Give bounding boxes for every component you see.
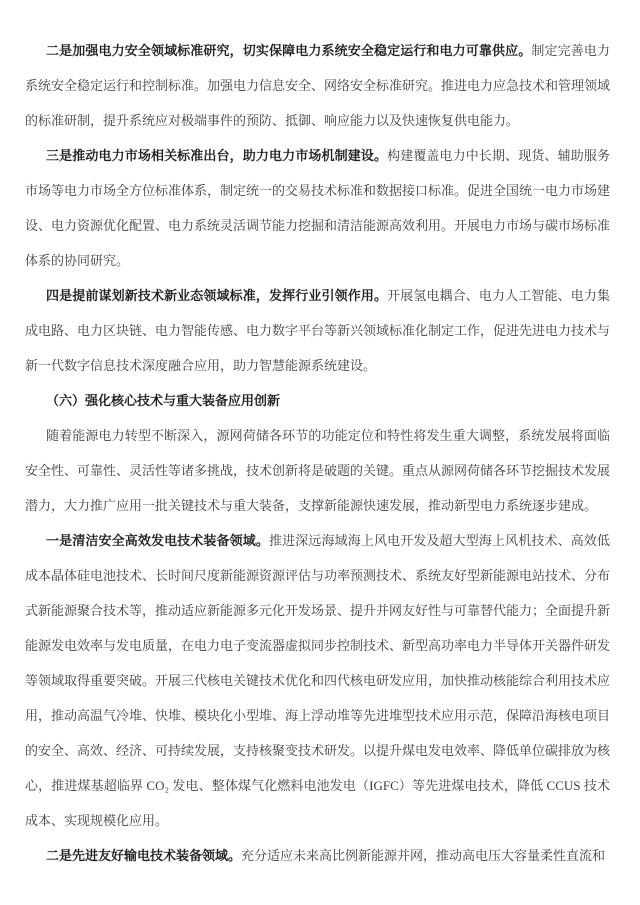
paragraph-energy-transition-intro — [25, 418, 610, 523]
paragraph-power-market-standards — [25, 138, 610, 278]
paragraph-body: 制定完善电力系统安全稳定运行和控制标准。加强电力信息安全、网络安全标准研究。推进电力应急技术和管理领域的标准研制，提升系统应对极端事件的预防、抵御、响应能力以及快速恢复供电能力。 — [25, 43, 611, 128]
paragraph-body: 开展氢电耦合、电力人工智能、电力集成电路、电力区块链、电力智能传感、电力数字平台等新兴领域标准化制定工作，促进先进电力技术与新一代数字信息技术深度融合应用，助力智慧能源系统建设。 — [25, 288, 611, 373]
paragraph-body: 充分适应未来高比例新能源并网，推动高电压大容量柔性直流和 — [241, 848, 606, 863]
paragraph-new-tech-standards — [25, 278, 610, 383]
section-heading-text: （六）强化核心技术与重大装备应用创新 — [46, 393, 281, 408]
paragraph-lead: 三是推动电力市场相关标准出台，助力电力市场机制建设。 — [46, 148, 388, 163]
paragraph-lead: 一是清洁安全高效发电技术装备领域。 — [46, 533, 270, 548]
paragraph-lead: 二是加强电力安全领域标准研究，切实保障电力系统安全稳定运行和电力可靠供应。 — [46, 43, 532, 58]
paragraph-body: 推进深远海域海上风电开发及超大型海上风机技术、高效低成本晶体硅电池技术、长时间尺度新能源资源评估与功率预测技术、系统友好型新能源电站技术、分布式新能源聚合技术等，推动适应新能源多元化开发场景、提升并网友好性与可靠替代能力；全面提升新能源发电效率与发电质量，在电力电子变流器虚拟同步控制技术、新型高功率电力半导体开关器件研发等领域取得重要突破。开展三代核电关键技术优化和四代核电研发应用，加快推动核能综合利用技术应用，推动高温气冷堆、快堆、模块化小型堆、海上浮动堆等先进堆型技术应用示范，保障沿海核电项目的安全、高效、经济、可持续发展，支持核聚变技术研发。以提升煤电发电效率、降低单位碳排放为核心，推进煤基超临界 CO₂ 发电、整体煤气化燃料电池发电（IGFC）等先进煤电技术，降低 CCUS 技术成本、实现规模化应用。 — [25, 533, 611, 828]
paragraph-body: 构建覆盖电力中长期、现货、辅助服务市场等电力市场全方位标准体系，制定统一的交易技术标准和数据接口标准。促进全国统一电力市场建设、电力资源优化配置、电力系统灵活调节能力挖掘和清洁能源高效利用。开展电力市场与碳市场标准体系的协同研究。 — [25, 148, 611, 268]
paragraph-body: 随着能源电力转型不断深入，源网荷储各环节的功能定位和特性将发生重大调整，系统发展将面临安全性、可靠性、灵活性等诸多挑战，技术创新将是破题的关键。重点从源网荷储各环节挖掘技术发展潜力，大力推广应用一批关键技术与重大装备，支撑新能源快速发展，推动新型电力系统逐步建成。 — [25, 428, 611, 513]
paragraph-lead: 四是提前谋划新技术新业态领域标准，发挥行业引领作用。 — [46, 288, 388, 303]
paragraph-lead: 二是先进友好输电技术装备领域。 — [46, 848, 242, 863]
paragraph-clean-generation-equipment — [25, 523, 610, 838]
paragraph-transmission-equipment — [25, 838, 610, 873]
paragraph-power-safety-standards — [25, 33, 610, 138]
section-heading-six — [25, 383, 610, 418]
